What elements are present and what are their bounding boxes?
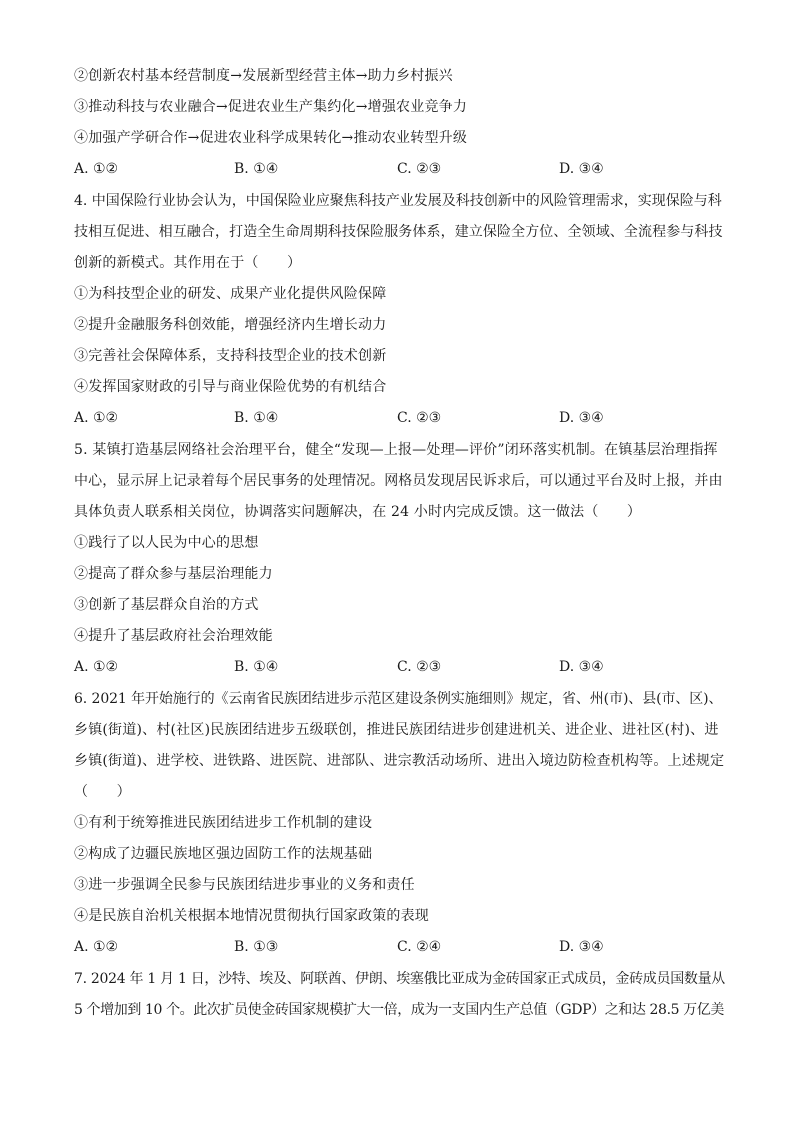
q5-item-2: ②提高了群众参与基层治理能力 [74,566,273,582]
q3-option-d: D. ③④ [559,161,604,177]
q5-option-b: B. ①④ [234,659,279,675]
q4-item-2: ②提升金融服务科创效能，增强经济内生增长动力 [74,317,387,333]
q6-item-4: ④是民族自治机关根据本地情况贯彻执行国家政策的表现 [74,908,429,924]
q4-option-c: C. ②③ [397,410,442,426]
q3-option-a: A. ①② [74,161,119,177]
q3-option-c: C. ②③ [397,161,442,177]
q7-stem-line-1: 7. 2024 年 1 月 1 日，沙特、埃及、阿联酋、伊朗、埃塞俄比亚成为金砖国家正式成员，金砖成员国数量从 [74,971,726,987]
q6-option-c: C. ②④ [397,939,442,955]
q5-item-4: ④提升了基层政府社会治理效能 [74,628,273,644]
q4-stem-line-1: 4. 中国保险行业协会认为，中国保险业应聚焦科技产业发展及科技创新中的风险管理需求，实现保险与科 [74,193,722,209]
q6-item-2: ②构成了边疆民族地区强边固防工作的法规基础 [74,846,373,862]
q4-stem-line-3: 创新的新模式。其作用在于（ ） [74,255,302,271]
q4-option-a: A. ①② [74,410,119,426]
q5-options [74,657,724,677]
q5-option-d: D. ③④ [559,659,604,675]
q4-option-d: D. ③④ [559,410,604,426]
q6-item-3: ③进一步强调全民参与民族团结进步事业的义务和责任 [74,877,415,893]
q5-stem-line-1: 5. 某镇打造基层网络社会治理平台，健全“发现—上报—处理—评价”闭环落实机制。在镇基层治理指挥 [74,442,718,458]
q4-stem-line-2: 技相互促进、相互融合，打造全生命周期科技保险服务体系，建立保险全方位、全领域、全流程参与科技 [74,224,723,240]
q6-stem-line-3: 乡镇(街道)、进学校、进铁路、进医院、进部队、进宗教活动场所、进出入境边防检查机构等。上述规定 [74,753,725,769]
q4-item-3: ③完善社会保障体系，支持科技型企业的技术创新 [74,348,387,364]
q3-option-b: B. ①④ [234,161,279,177]
q6-stem-line-4: （ ） [74,784,131,800]
q5-option-a: A. ①② [74,659,119,675]
q3-item-2: ②创新农村基本经营制度→发展新型经营主体→助力乡村振兴 [74,68,453,84]
q3-item-4: ④加强产学研合作→促进农业科学成果转化→推动农业转型升级 [74,130,468,146]
q6-option-b: B. ①③ [234,939,279,955]
q5-stem-line-2: 中心，显示屏上记录着每个居民事务的处理情况。网格员发现居民诉求后，可以通过平台及时上报，并由 [74,473,723,489]
q4-option-b: B. ①④ [234,410,279,426]
q6-options [74,937,724,957]
q6-option-a: A. ①② [74,939,119,955]
q6-option-d: D. ③④ [559,939,604,955]
q4-options [74,408,724,428]
q6-item-1: ①有利于统筹推进民族团结进步工作机制的建设 [74,815,373,831]
q4-item-4: ④发挥国家财政的引导与商业保险优势的有机结合 [74,379,387,395]
q6-stem-line-1: 6. 2021 年开始施行的《云南省民族团结进步示范区建设条例实施细则》规定，省、州(市)、县(市、区)、 [74,691,723,707]
q6-stem-line-2: 乡镇(街道)、村(社区)民族团结进步五级联创，推进民族团结进步创建进机关、进企业、进社区(村)、进 [74,722,719,738]
q5-option-c: C. ②③ [397,659,442,675]
q5-item-3: ③创新了基层群众自治的方式 [74,597,259,613]
q7-stem-line-2: 5 个增加到 10 个。此次扩员使金砖国家规模扩大一倍，成为一支国内生产总值（GDP）之和达 28.5 万亿美 [74,1002,724,1018]
q3-options [74,159,724,179]
q3-item-3: ③推动科技与农业融合→促进农业生产集约化→增强农业竞争力 [74,99,468,115]
q5-stem-line-3: 具体负责人联系相关岗位，协调落实问题解决，在 24 小时内完成反馈。这一做法（ ） [74,504,642,520]
q4-item-1: ①为科技型企业的研发、成果产业化提供风险保障 [74,286,387,302]
q5-item-1: ①践行了以人民为中心的思想 [74,535,259,551]
